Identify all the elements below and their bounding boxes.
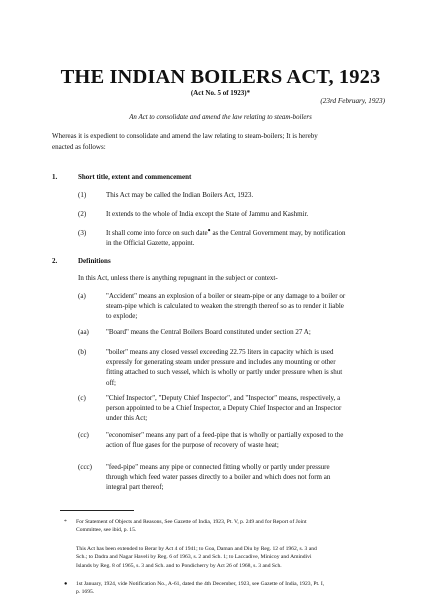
definition-line: through which feed water passes directly to a boiler and which does not form an (106, 473, 331, 482)
footnote-1 (76, 518, 396, 535)
definition-line: steam-pipe which is calculated to weaken the strength thereof so as to render it liable (106, 302, 344, 311)
section-2-number: 2. (52, 257, 58, 265)
s1-item3-text-line2: in the Official Gazette, appoint. (106, 239, 195, 248)
definition-label: (b) (78, 348, 87, 356)
definition-line: person appointed to be a Chief Inspector, a Deputy Chief Inspector and an Inspector (106, 404, 342, 413)
definition-label: (cc) (78, 431, 89, 439)
definition-text (106, 393, 396, 424)
definition-label: (c) (78, 394, 86, 402)
definition-line: off; (106, 378, 116, 387)
preamble-line-1: Whereas it is expedient to consolidate and amend the law relating to steam-boilers; It is hereby (52, 132, 318, 140)
definition-label: (a) (78, 292, 86, 300)
s1-item-label: (1) (78, 191, 87, 199)
footnote-line: Islands by Reg. 8 of 1965, s. 3 and Sch. and to Pondicherry by Act 26 of 1968, s. 3 and Sch. (76, 562, 282, 569)
definition-line: expressly for generating steam under pressure and includes any mounting or other (106, 358, 336, 367)
act-title: THE INDIAN BOILERS ACT, 1923 (60, 66, 381, 88)
definition-label: (aa) (78, 328, 89, 336)
section-1-heading: Short title, extent and commencement (78, 173, 192, 181)
footnote-2 (76, 580, 396, 597)
footnote-mark: ● (207, 228, 211, 234)
act-number: (Act No. 5 of 1923)* (190, 89, 251, 97)
s1-item-text: It extends to the whole of India except the State of Jammu and Kashmir. (106, 210, 309, 218)
footnote-line: Sch.; to Dadra and Nagar Haveli by Reg. 6 of 1963, s. 2 and Sch. 1; to Laccadive, Minicoy and Amindivi (76, 554, 312, 561)
definition-line: action of flue gases for the purpose of recovery of waste heat; (106, 441, 279, 450)
s1-item-text (106, 228, 394, 248)
definition-line: "Accident" means an explosion of a boiler or steam-pipe or any damage to a boiler or (106, 292, 346, 300)
footnote-separator (60, 510, 134, 511)
footnote-line: 1st January, 1924, vide Notification No., A-61, dated the 4th December, 1923, see Gazette of India, 1923, Pt. I, (76, 581, 325, 587)
act-description: An Act to consolidate and amend the law relating to steam-boilers (129, 114, 312, 121)
act-date: (23rd February, 1923) (320, 97, 385, 105)
definition-text (106, 347, 396, 388)
definition-line: "Chief Inspector", "Deputy Chief Inspector", and "Inspector" means, respectively, a (106, 394, 341, 402)
s1-item-text: This Act may be called the Indian Boilers Act, 1923. (106, 191, 254, 199)
section-1-number: 1. (52, 173, 58, 181)
footnote-1-continued (76, 545, 396, 570)
definition-line: "boiler" means any closed vessel exceeding 22.75 liters in capacity which is used (106, 348, 334, 356)
s1-item-label: (2) (78, 210, 87, 218)
definition-text (106, 327, 396, 337)
footnote-2-mark: ● (64, 581, 68, 587)
footnote-1-mark: * (64, 519, 67, 525)
definition-line: under this Act; (106, 414, 148, 423)
definition-text (106, 462, 396, 493)
footnote-line: p. 1695. (76, 589, 95, 596)
definition-line: "feed-pipe" means any pipe or connected fitting wholly or partly under pressure (106, 463, 330, 471)
s1-item-label: (3) (78, 229, 87, 237)
section-2-intro: In this Act, unless there is anything repugnant in the subject or context- (78, 274, 278, 282)
definition-line: "Board" means the Central Boilers Board constituted under section 27 A; (106, 328, 311, 336)
section-2-heading: Definitions (78, 257, 111, 265)
s1-item3-text-a: It shall come into force on such date (106, 229, 208, 237)
definition-line: "economiser" means any part of a feed-pipe that is wholly or partially exposed to the (106, 431, 344, 439)
definition-label: (ccc) (78, 463, 92, 471)
definition-text (106, 291, 396, 322)
definition-text (106, 430, 396, 450)
s1-item3-text-b: as the Central Government may, by notification (210, 229, 346, 237)
preamble-line-2: enacted as follows: (52, 143, 106, 151)
preamble (52, 131, 392, 152)
footnote-line: Committee, see ibid, p. 15. (76, 527, 137, 534)
definition-line: integral part thereof; (106, 483, 164, 492)
footnote-line: This Act has been extended to Berar by Act 4 of 1941; to Goa, Daman and Diu by Reg. 12 of 1962, s. 3 and (76, 546, 317, 552)
footnote-line: For Statement of Objects and Reasons, See Gazette of India, 1923, Pt. V, p. 249 and for Report of Joint (76, 519, 307, 525)
definition-line: fitting attached to such vessel, which is wholly or partly under pressure when is shut (106, 368, 343, 377)
definition-line: to explode; (106, 312, 138, 321)
